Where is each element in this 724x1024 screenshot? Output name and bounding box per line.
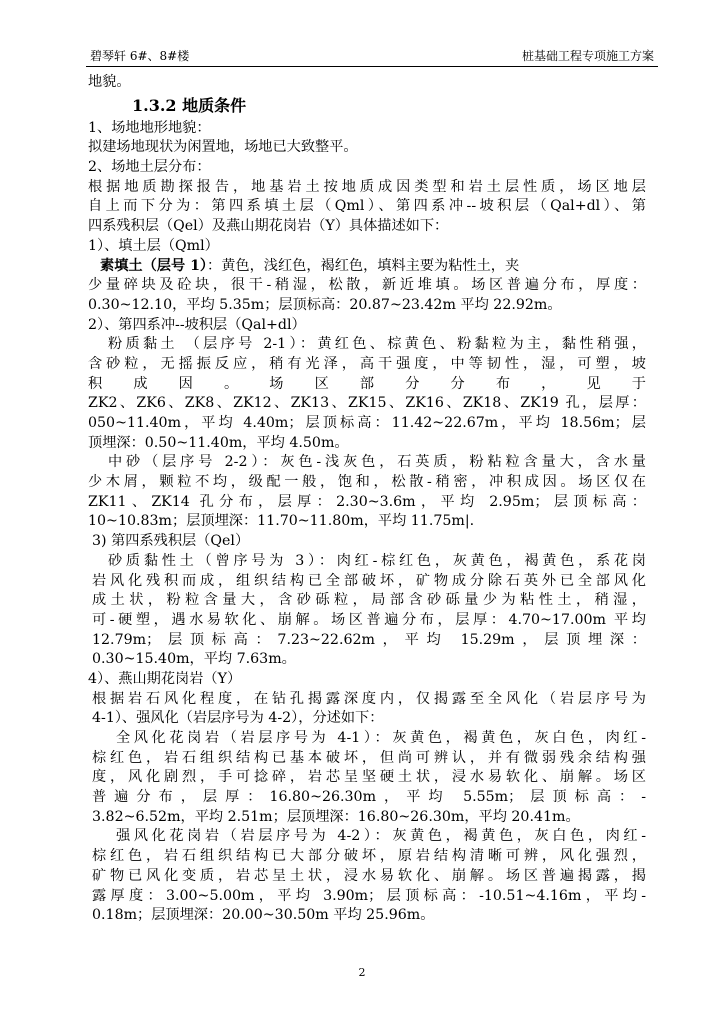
text-line: 少木屑，颗粒不均，级配一般，饱和，松散-稍密，冲积成因。场区仅在 <box>88 474 646 491</box>
text-line: 露厚度：3.00~5.00m，平均 3.90m；层顶标高：-10.51~4.16m，平均- <box>92 887 646 904</box>
text-line: 地貌。 <box>88 74 131 90</box>
text-line: 0.30~12.10，平均 5.35m；层顶标高：20.87~23.42m 平均 22.92m。 <box>88 296 562 313</box>
text-line: 中砂（层序号 2-2）：灰色-浅灰色，石英质，粉粘粒含量大，含水量 <box>108 454 646 471</box>
text-line: 棕红色，岩石组织结构已大部分破坏，原岩结构清晰可辨，风化强烈， <box>92 848 646 865</box>
header-document-title: 桩基础工程专项施工方案 <box>521 49 654 63</box>
text-line: 0.18m；层顶埋深：20.00~30.50m 平均 25.96m。 <box>92 907 435 924</box>
text-line: 3.82~6.52m，平均 2.51m；层顶埋深：16.80~26.30m，平均 20.41m。 <box>92 808 580 825</box>
document-body <box>88 73 646 926</box>
text-line: 顶埋深：0.50~11.40m，平均 4.50m。 <box>88 434 349 451</box>
text-line: 4-1）、强风化（岩层序号为 4-2），分述如下： <box>92 710 384 727</box>
text-line: 棕红色，岩石组织结构已基本破坏，但尚可辨认，并有微弱残余结构强 <box>92 749 646 766</box>
text-line: 拟建场地现状为闲置地，场地已大致整平。 <box>88 139 358 156</box>
section-title: 1.3.2 地质条件 <box>132 95 247 115</box>
text-line: ZK11、ZK14 孔分布，层厚：2.30~3.6m，平均 2.95m；层顶标高： <box>88 493 646 510</box>
text-line: 2、场地土层分布： <box>88 159 211 176</box>
text-line: 3) 第四系残积层（Qel） <box>92 533 250 550</box>
text-line: 4）、燕山期花岗岩（Y） <box>88 670 242 687</box>
text-line: 可-硬塑，遇水易软化、崩解。场区普遍分布，层厚：4.70~17.00m 平均 <box>92 611 646 628</box>
text-line: 成土状，粉粒含量大，含砂砾粒，局部含砂砾量少为粘性土，稍湿， <box>92 592 646 609</box>
text-line: ZK2、ZK6、ZK8、ZK12、ZK13、ZK15、ZK16、ZK18、ZK19 孔，层厚： <box>88 395 646 412</box>
page-number: 2 <box>358 966 366 979</box>
text-line: 12.79m；层顶标高：7.23~22.62m，平均 15.29m，层顶埋深： <box>92 631 646 648</box>
text-line: 0.30~15.40m，平均 7.63m。 <box>92 651 296 668</box>
text-line: 根据岩石风化程度，在钻孔揭露深度内，仅揭露至全风化（岩层序号为 <box>92 690 646 707</box>
header-project-name: 碧琴轩 6#、8#楼 <box>90 49 190 63</box>
text-line: 1、场地地形地貌： <box>88 119 211 136</box>
fill-layer-name: 素填土（层号 1） <box>100 257 208 274</box>
text-line <box>88 257 646 277</box>
text-line: 粉质黏土 （层序号 2-1）：黄红色、棕黄色、粉黏粒为主，黏性稍强， <box>108 336 646 353</box>
text-line: 10~10.83m；层顶埋深：11.70~11.80m，平均 11.75m|. <box>88 513 475 530</box>
text-line: 2）、第四系冲--坡积层（Qal+dl） <box>88 316 306 333</box>
text-line: 普遍分布，层厚：16.80~26.30m，平均 5.55m；层顶标高：- <box>92 789 646 806</box>
text-line: 砂质黏性土（曾序号为 3）：肉红-棕红色，灰黄色，褐黄色，系花岗 <box>108 552 646 569</box>
text-line: 强风化花岗岩（岩层序号为 4-2）：灰黄色，褐黄色，灰白色，肉红- <box>116 828 646 845</box>
text-line: 积 成 因 。 场 区 部 分 分 布 ， 见 于 <box>88 375 646 392</box>
text-line: 矿物已风化变质，岩芯呈土状，浸水易软化、崩解。场区普遍揭露，揭 <box>92 867 646 884</box>
text-line: 四系残积层（Qel）及燕山期花岗岩（Y）具体描述如下： <box>88 218 449 235</box>
text-line: 自上而下分为：第四系填土层（Qml）、第四系冲--坡积层（Qal+dl）、第 <box>88 198 646 215</box>
text-line: 1）、填土层（Qml） <box>88 237 219 254</box>
text-line: 度，风化剧烈，手可捻碎，岩芯呈坚硬土状，浸水易软化、崩解。场区 <box>92 769 646 786</box>
page-header <box>86 48 658 67</box>
text-line: 岩风化残积而成，组织结构已全部破坏，矿物成分除石英外已全部风化 <box>92 572 646 589</box>
fill-layer-description: ：黄色，浅红色，褐红色，填料主要为粘性土，夹 <box>207 257 520 274</box>
text-line: 根据地质勘探报告，地基岩土按地质成因类型和岩土层性质，场区地层 <box>88 178 646 195</box>
text-line: 少量碎块及砼块，很干-稍湿，松散，新近堆填。场区普遍分布，厚度： <box>88 277 646 294</box>
text-line: 050~11.40m，平均 4.40m；层顶标高：11.42~22.67m，平均 18.56m；层 <box>88 415 646 431</box>
text-line: 含砂粒，无摇振反应，稍有光泽，高干强度，中等韧性，湿，可塑，坡 <box>88 355 646 372</box>
text-line: 全风化花岗岩（岩层序号为 4-1）：灰黄色，褐黄色，灰白色，肉红- <box>116 730 646 746</box>
